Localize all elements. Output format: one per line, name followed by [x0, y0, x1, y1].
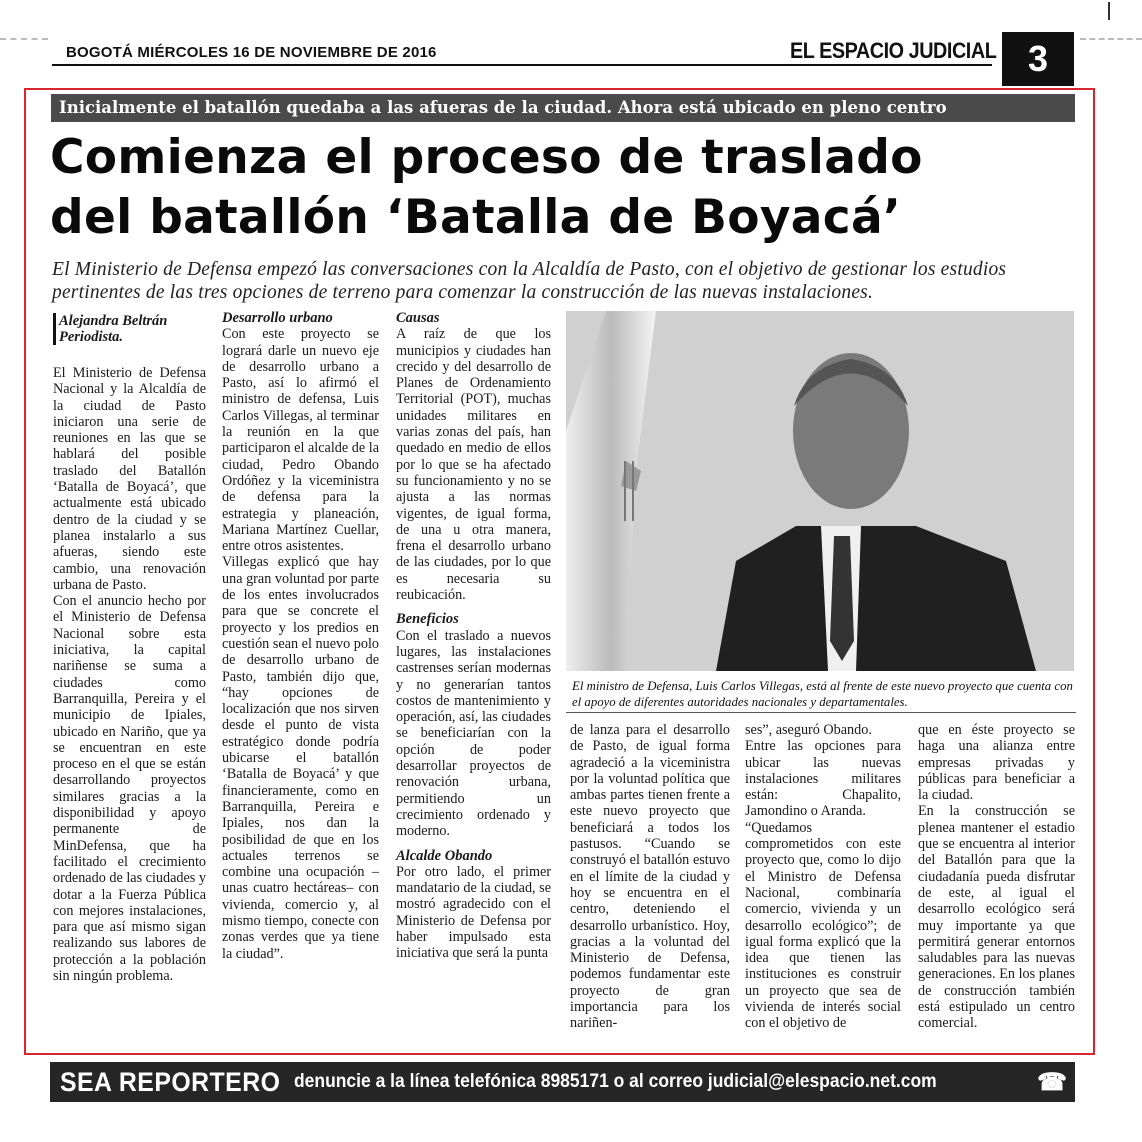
banner-message: denuncie a la línea telefónica 8985171 o al correo judicial@elespacio.net.com	[293, 1071, 937, 1092]
column-4	[570, 722, 730, 1032]
crop-mark	[1108, 2, 1110, 20]
lede-line: El Ministerio de Defensa empezó las conversaciones con la Alcaldía de Pasto, con el objetivo de gestionar los estudios	[52, 259, 1007, 280]
paragraph: Con el traslado a nuevos lugares, las instalaciones castrenses serían modernas y no generarían tantos costos de mantenimiento y operación, así, las ciudades se beneficiarían con la opción de poder desarrollar proyectos de renovación urbana, permitiendo un crecimiento ordenado y moderno.	[396, 627, 551, 840]
subheading: Causas	[396, 310, 440, 326]
paragraph: de lanza para el desarrollo de Pasto, de igual forma agradeció a la viceministra por la voluntad política que ambas partes tienen frente a este nuevo proyecto que beneficiará a todos los pastusos. “Cuando se construyó el batallón estuvo en el límite de la ciudad y hoy se encuentra en el centro, deteniendo el desarrollo urbanístico. Hoy, gracias a la voluntad del Ministerio de Defensa, podemos fundamentar este proyecto de gran importancia para los nariñen-	[570, 722, 730, 1032]
phone-icon: ☎	[1037, 1069, 1067, 1096]
subheading: Beneficios	[396, 611, 459, 628]
byline-role: Periodista.	[59, 329, 124, 345]
subheading: Alcalde Obando	[396, 847, 493, 864]
paragraph: Por otro lado, el primer mandatario de la ciudad, se mostró agradecido con el Ministerio de Defensa por haber impulsado esta iniciativa que será la punta	[396, 863, 551, 962]
photo-rule	[566, 712, 1076, 713]
column-3	[396, 310, 551, 962]
paragraph: El Ministerio de Defensa Nacional y la Alcaldía de la ciudad de Pasto iniciaron una serie de reuniones en las que se hablará del posible traslado del Batallón ‘Batalla de Boyacá’, que actualmente está ubicado dentro de la ciudad y se planea instalarlo a sus afueras, siendo este cambio, una renovación urbana de Pasto.	[53, 365, 206, 593]
paragraph: Con el anuncio hecho por el Ministerio de Defensa Nacional sobre esta iniciativa, la capital nariñense se suma a ciudades como Barranquilla, Pereira y el municipio de Ipiales, ubicado en Nariño, que ya se encuentran en este proceso en el que se están desarrollando proyectos similares gracias a la disponibilidad y apoyo permanente de MinDefensa, que ha facilitado el crecimiento ordenado de las ciudades y dotar a la Fuerza Pública con mejores instalaciones, para que así mismo sigan realizando sus labores de protección a la población sin ningún problema.	[53, 593, 206, 984]
lede-line: pertinentes de las tres opciones de terreno para comenzar la construcción de las nuevas instalaciones.	[52, 282, 874, 303]
issue-date: BOGOTÁ MIÉRCOLES 16 DE NOVIEMBRE DE 2016	[66, 44, 437, 61]
column-1	[53, 313, 206, 984]
headline-line: del batallón ‘Batalla de Boyacá’	[50, 190, 902, 245]
headline-line: Comienza el proceso de traslado	[50, 130, 923, 185]
article-kicker: Inicialmente el batallón quedaba a las afueras de la ciudad. Ahora está ubicado en pleno centro	[51, 94, 1075, 122]
dashed-divider	[1080, 38, 1142, 40]
paragraph: Entre las opciones para ubicar las nuevas instalaciones militares están: Chapalito, Jamondino o Aranda.	[745, 738, 901, 820]
column-6	[918, 722, 1075, 1032]
portrait-illustration	[566, 311, 1074, 671]
dashed-divider	[0, 38, 48, 40]
reporter-banner	[50, 1062, 1075, 1102]
subheading: Desarrollo urbano	[222, 310, 333, 326]
byline-name: Alejandra Beltrán	[59, 313, 168, 329]
column-5	[745, 722, 901, 1032]
paragraph: “Quedamos comprometidos con este proyecto que, como lo dijo el Ministro de Defensa Nacional, combinaría comercio, vivienda y un desarrollo ecológico”; de igual forma explicó que la idea que tienen las instituciones es construir un proyecto que sea de vivienda de interés social con el objetivo de	[745, 819, 901, 1032]
column-2	[222, 310, 379, 962]
paragraph: ses”, aseguró Obando.	[745, 722, 872, 738]
article-lede	[52, 258, 1082, 304]
page-number: 3	[1002, 32, 1074, 86]
paragraph: Villegas explicó que hay una gran voluntad por parte de los entes involucrados para que se concrete el proyecto y los predios en cuestión sean el nuevo polo de desarrollo urbano de Pasto, también dijo que, “hay opciones de localización que nos sirven desde el punto de vista estratégico donde podría ubicarse el batallón ‘Batalla de Boyacá’ y que financieramente, como en Barranquilla, Pereira e Ipiales, nos dan la posibilidad de que en los actuales terrenos se combine una ocupación –unas cuatro hectáreas– con vivienda, comercio y, al mismo tiempo, conecte con zonas verdes que ya tiene la ciudad”.	[222, 554, 379, 962]
minister-photo	[566, 311, 1074, 671]
paragraph: En la construcción se plenea mantener el estadio que se encuentra al interior del Batallón para que la ciudadanía pueda disfrutar de este, al igual el desarrollo ecológico será muy importante ya que permitirá generar entornos saludables para las nuevas generaciones. En los planes de construcción también está estipulado un centro comercial.	[918, 803, 1075, 1032]
photo-caption: El ministro de Defensa, Luis Carlos Villegas, está al frente de este nuevo proyecto que cuenta con el apoyo de diferentes autoridades nacionales y departamentales.	[572, 679, 1073, 709]
paragraph: que en éste proyecto se haga una alianza entre empresas privadas y públicas para beneficiar a la ciudad.	[918, 722, 1075, 804]
banner-title: SEA REPORTERO	[60, 1066, 281, 1097]
paragraph: A raíz de que los municipios y ciudades han crecido y del desarrollo de Planes de Ordenamiento Territorial (POT), muchas unidades militares en varias zonas del país, han quedado en medio de ellos por lo que se ha afectado su funcionamiento y no se ajusta a las normas vigentes, de igual forma, de una u otra manera, frena el desarrollo urbano de las ciudades, por lo que es necesaria su reubicación.	[396, 326, 551, 604]
section-brand: EL ESPACIO JUDICIAL	[790, 38, 997, 63]
header-rule	[52, 64, 992, 66]
article-headline	[50, 128, 1090, 248]
paragraph: Con este proyecto se logrará darle un nuevo eje de desarrollo urbano a Pasto, así lo afirmó el ministro de defensa, Luis Carlos Villegas, al terminar la reunión en la que participaron el alcalde de la ciudad, Pedro Obando Ordóñez y la viceministra de defensa para la estrategia y planeación, Mariana Martínez Cuellar, entre otros asistentes.	[222, 326, 379, 555]
byline	[53, 313, 206, 345]
